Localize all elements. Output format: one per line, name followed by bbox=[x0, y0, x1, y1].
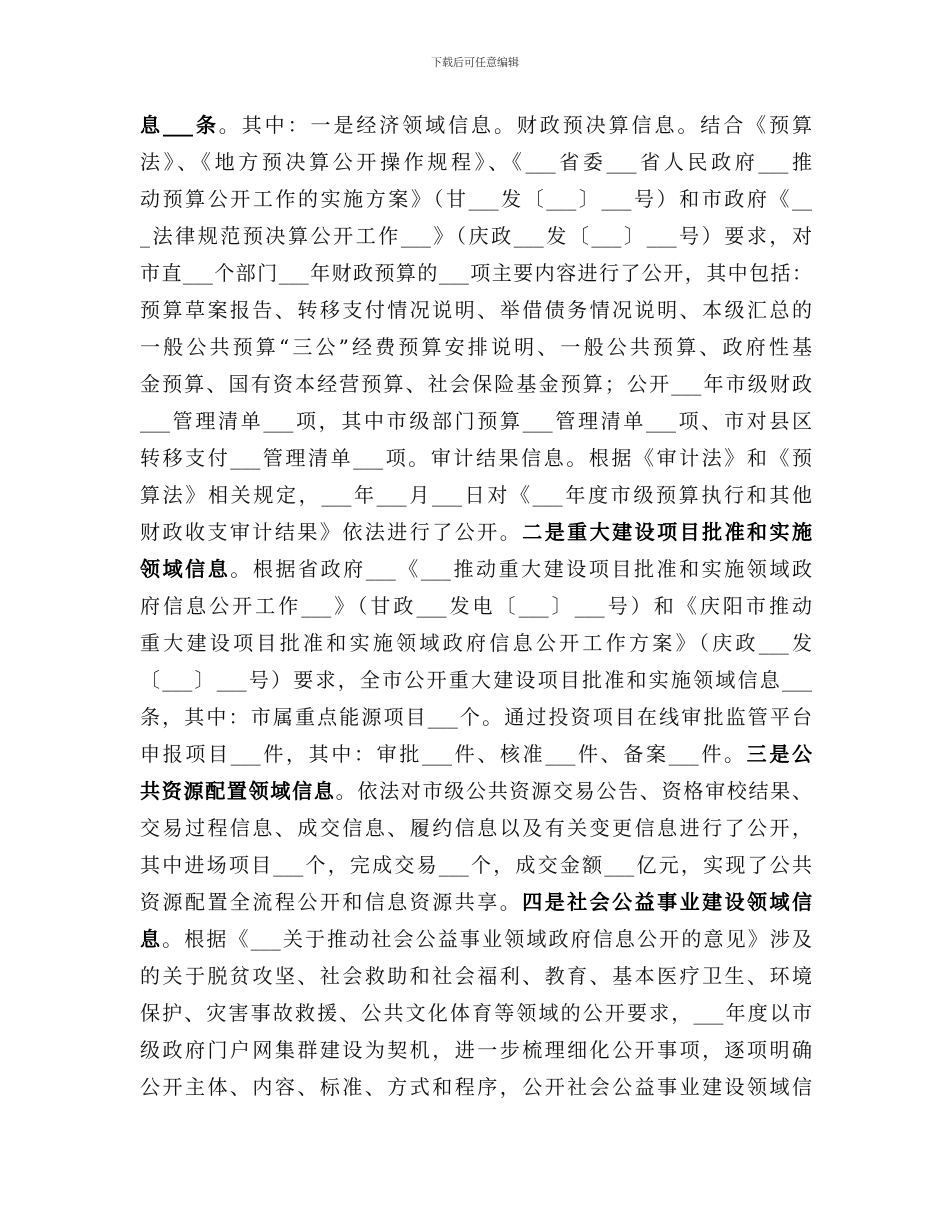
text-segment: 法》、《地方预决算公开操作规程》、《___省委___省人民政府___推 bbox=[140, 150, 812, 174]
text-segment: 资源配置全流程公开和信息资源共享。 bbox=[140, 890, 523, 914]
text-line bbox=[140, 662, 812, 699]
bold-text-segment: 四是社会公益事业建设领域信 bbox=[522, 890, 813, 914]
text-line bbox=[140, 218, 812, 255]
text-segment: 一般公共预算“三公”经费预算安排说明、一般公共预算、政府性基 bbox=[140, 335, 812, 359]
text-line bbox=[140, 958, 812, 995]
bold-text-segment: 领域信息 bbox=[140, 557, 231, 581]
text-line bbox=[140, 514, 812, 551]
text-segment: 条，其中：市属重点能源项目___个。通过投资项目在线审批监管平台 bbox=[140, 705, 812, 729]
text-line bbox=[140, 366, 812, 403]
text-line bbox=[140, 181, 812, 218]
bold-text-segment: 条 bbox=[192, 113, 219, 137]
text-segment: 保护、灾害事故救援、公共文化体育等领域的公开要求，___年度以市 bbox=[140, 1001, 812, 1025]
text-line bbox=[140, 329, 812, 366]
text-segment: 申报项目___件，其中：审批___件、核准___件、备案___件。 bbox=[140, 742, 747, 766]
text-segment: 的关于脱贫攻坚、社会救助和社会福利、教育、基本医疗卫生、环境 bbox=[140, 964, 812, 988]
text-segment: 预算草案报告、转移支付情况说明、举借债务情况说明、本级汇总的 bbox=[140, 298, 812, 322]
text-segment: 。根据《___关于推动社会公益事业领域政府信息公开的意见》涉及 bbox=[162, 927, 813, 951]
text-line bbox=[140, 847, 812, 884]
text-segment: ___管理清单___项，其中市级部门预算___管理清单___项、市对县区 bbox=[140, 409, 812, 433]
text-segment: 财政收支审计结果》依法进行了公开。 bbox=[140, 520, 523, 544]
text-line bbox=[140, 107, 812, 144]
text-segment: 市直___个部门___年财政预算的___项主要内容进行了公开，其中包括： bbox=[140, 261, 812, 285]
text-line bbox=[140, 1032, 812, 1069]
bold-text-segment: ___ bbox=[162, 113, 193, 137]
text-line bbox=[140, 921, 812, 958]
text-line bbox=[140, 884, 812, 921]
text-segment: 。其中：一是经济领域信息。财政预决算信息。结合《预算 bbox=[218, 113, 813, 137]
bold-text-segment: 息 bbox=[140, 927, 163, 951]
text-segment: 动预算公开工作的实施方案》（甘___发〔___〕___号）和市政府《__ bbox=[140, 187, 812, 211]
text-segment: 算法》相关规定，___年___月___日对《___年度市级预算执行和其他 bbox=[140, 483, 812, 507]
text-line bbox=[140, 995, 812, 1032]
text-line bbox=[140, 403, 812, 440]
text-line bbox=[140, 440, 812, 477]
text-line bbox=[140, 1069, 812, 1106]
text-line bbox=[140, 625, 812, 662]
text-segment: 〔___〕___号）要求，全市公开重大建设项目批准和实施领域信息___ bbox=[140, 668, 812, 692]
text-line bbox=[140, 699, 812, 736]
text-line bbox=[140, 477, 812, 514]
text-line bbox=[140, 736, 812, 773]
document-body bbox=[140, 107, 812, 1106]
text-line bbox=[140, 292, 812, 329]
page-header: 下载后可任意编辑 bbox=[431, 56, 519, 69]
text-line bbox=[140, 255, 812, 292]
bold-text-segment: 三是公 bbox=[746, 742, 813, 766]
text-segment: 重大建设项目批准和实施领域政府信息公开工作方案》（庆政___发 bbox=[140, 631, 812, 655]
bold-text-segment: 二是重大建设项目批准和实施 bbox=[522, 520, 813, 544]
text-segment: 。依法对市级公共资源交易公告、资格审校结果、 bbox=[335, 779, 813, 803]
text-segment: 级政府门户网集群建设为契机，进一步梳理细化公开事项，逐项明确 bbox=[140, 1038, 812, 1062]
text-segment: 其中进场项目___个，完成交易___个，成交金额___亿元，实现了公共 bbox=[140, 853, 812, 877]
text-line bbox=[140, 144, 812, 181]
text-segment: 府信息公开工作___》（甘政___发电〔___〕___号）和《庆阳市推动 bbox=[140, 594, 812, 618]
text-line bbox=[140, 551, 812, 588]
text-segment: 转移支付___管理清单___项。审计结果信息。根据《审计法》和《预 bbox=[140, 446, 812, 470]
text-segment: 交易过程信息、成交信息、履约信息以及有关变更信息进行了公开， bbox=[140, 816, 812, 840]
text-line bbox=[140, 773, 812, 810]
text-segment: _法律规范预决算公开工作___》（庆政___发〔___〕___号）要求，对 bbox=[140, 224, 812, 248]
text-line bbox=[140, 588, 812, 625]
text-segment: 金预算、国有资本经营预算、社会保险基金预算；公开___年市级财政 bbox=[140, 372, 812, 396]
bold-text-segment: 共资源配置领域信息 bbox=[140, 779, 336, 803]
text-segment: 。根据省政府___《___推动重大建设项目批准和实施领域政 bbox=[230, 557, 813, 581]
text-line bbox=[140, 810, 812, 847]
text-segment: 公开主体、内容、标准、方式和程序，公开社会公益事业建设领域信 bbox=[140, 1075, 812, 1099]
bold-text-segment: 息 bbox=[140, 113, 163, 137]
